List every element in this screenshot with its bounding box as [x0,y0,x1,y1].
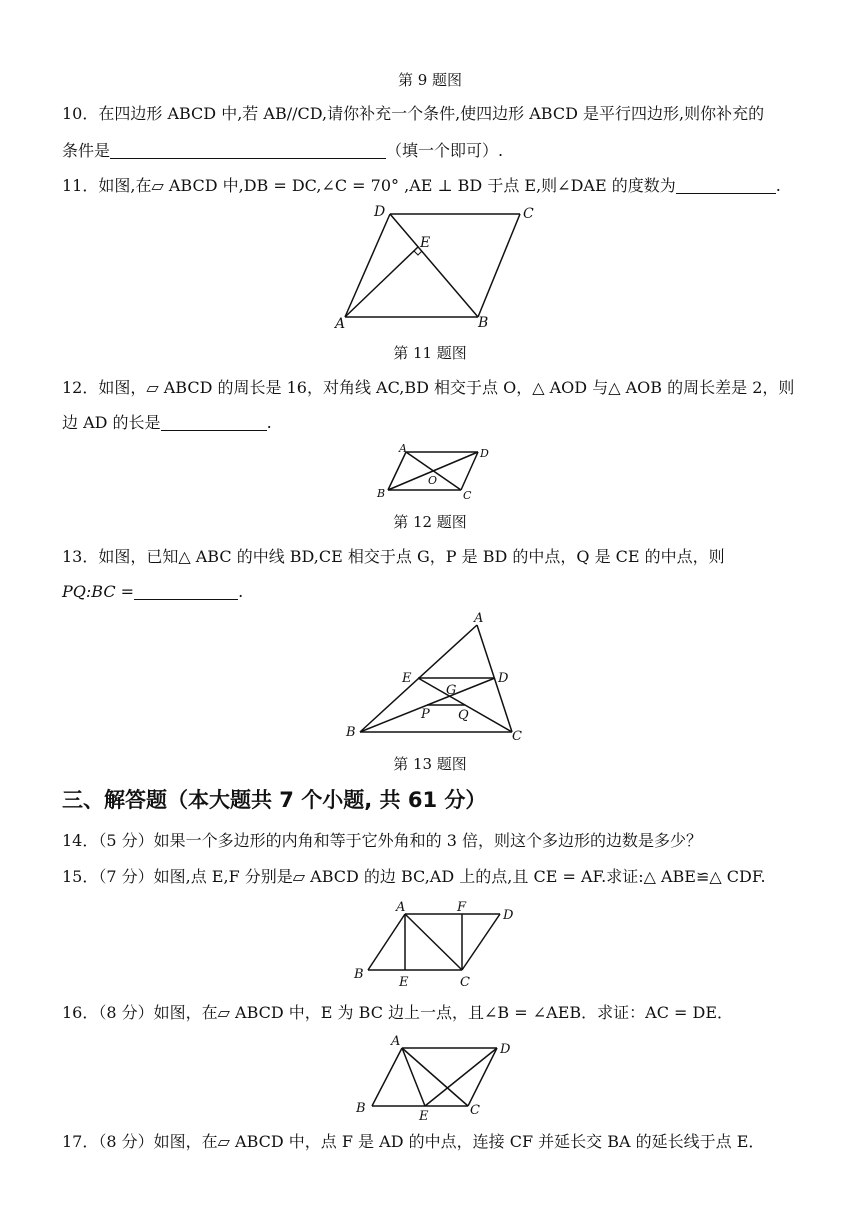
label-C: C [523,206,534,222]
label-D: D [498,671,509,686]
label-C: C [470,1103,480,1118]
question-10-line-1: 10．在四边形 ABCD 中,若 AB//CD,请你补充一个条件,使四边形 ABCD 是平行四边形,则你补充的 [62,104,765,123]
question-17-text: 17．（8 分）如图，在▱ ABCD 中，点 F 是 AD 的中点，连接 CF 并延长交 BA 的延长线于点 E． [62,1132,765,1151]
segment-AB [372,1048,402,1106]
question-12-line-2 [62,412,272,434]
figure-15-diagram [350,896,520,988]
figure-9-caption: 第 9 题图 [397,71,463,89]
question-13-line-1: 13．如图，已知△ ABC 的中线 BD,CE 相交于点 G，P 是 BD 的中点，Q 是 CE 的中点，则 [62,547,725,566]
question-13-suffix: . [238,582,244,601]
segment-CD [468,1048,497,1106]
label-E: E [402,671,412,686]
answer-blank-12[interactable] [161,414,267,431]
question-12-suffix: . [266,413,272,432]
segment-CD [462,914,500,970]
question-14-text: 14．（5 分）如果一个多边形的内角和等于它外角和的 3 倍，则这个多边形的边数是多少？ [62,831,702,850]
label-E: E [420,235,431,251]
question-11-body: 11．如图,在▱ ABCD 中,DB = DC,∠C = 70° ,AE ⊥ BD 于点 E,则∠DAE 的度数为 [62,176,676,195]
question-16-text: 16．（8 分）如图，在▱ ABCD 中，E 为 BC 边上一点，且∠B = ∠AEB．求证：AC = DE． [62,1003,734,1022]
label-A: A [391,1034,401,1049]
label-A: A [335,316,346,332]
answer-blank-10[interactable] [110,142,386,159]
label-B: B [356,1101,366,1116]
label-A: A [399,442,407,455]
label-A: A [474,611,484,626]
figure-16-diagram [350,1032,520,1122]
label-B: B [346,725,356,740]
label-B: B [354,967,364,982]
figure-11-diagram [330,200,550,335]
label-A: A [396,900,406,915]
question-12-line-1: 12．如图，▱ ABCD 的周长是 16，对角线 AC,BD 相交于点 O，△ AOD 与△ AOB 的周长差是 2，则 [62,378,795,397]
figure-13-diagram [340,608,540,748]
figure-12-diagram [373,442,493,502]
question-11-end: . [775,176,781,195]
label-Q: Q [458,708,469,723]
label-E: E [399,975,409,990]
label-C: C [512,729,522,744]
section-3-heading: 三、解答题（本大题共 7 个小题, 共 61 分） [62,788,487,812]
segment-BC [478,214,520,317]
answer-blank-13[interactable] [134,583,238,600]
label-D: D [480,447,489,460]
figure-11-caption: 第 11 题图 [393,344,467,362]
answer-blank-11[interactable] [676,177,776,194]
label-F: F [457,900,467,915]
label-B: B [377,487,386,500]
segment-DA [345,214,390,317]
segment-AC [405,914,462,970]
question-11-text [62,175,781,197]
question-12-prefix: 边 AD 的长是 [62,413,161,432]
question-10-line-2 [62,140,503,162]
label-D: D [503,908,514,923]
label-E: E [419,1109,429,1124]
label-C: C [463,489,472,502]
question-15-text: 15．（7 分）如图,点 E,F 分别是▱ ABCD 的边 BC,AD 上的点,且 CE = AF.求证:△ ABE≌△ CDF. [62,867,766,886]
label-C: C [460,975,470,990]
right-angle-mark [414,251,422,255]
figure-12-caption: 第 12 题图 [393,513,467,531]
question-10-suffix: （填一个即可）. [386,141,504,160]
label-P: P [421,707,430,722]
label-D: D [374,204,386,220]
segment-AB [368,914,405,970]
question-10-prefix: 条件是 [62,141,111,160]
segment-AE [345,247,418,317]
label-B: B [478,315,489,331]
label-G: G [446,683,457,698]
question-13-line-2 [62,581,243,603]
label-D: D [500,1042,511,1057]
segment-DB [390,214,478,317]
segment-AE [402,1048,425,1106]
label-O: O [428,474,438,487]
figure-13-caption: 第 13 题图 [393,755,467,773]
question-13-prefix: PQ:BC = [62,582,135,601]
